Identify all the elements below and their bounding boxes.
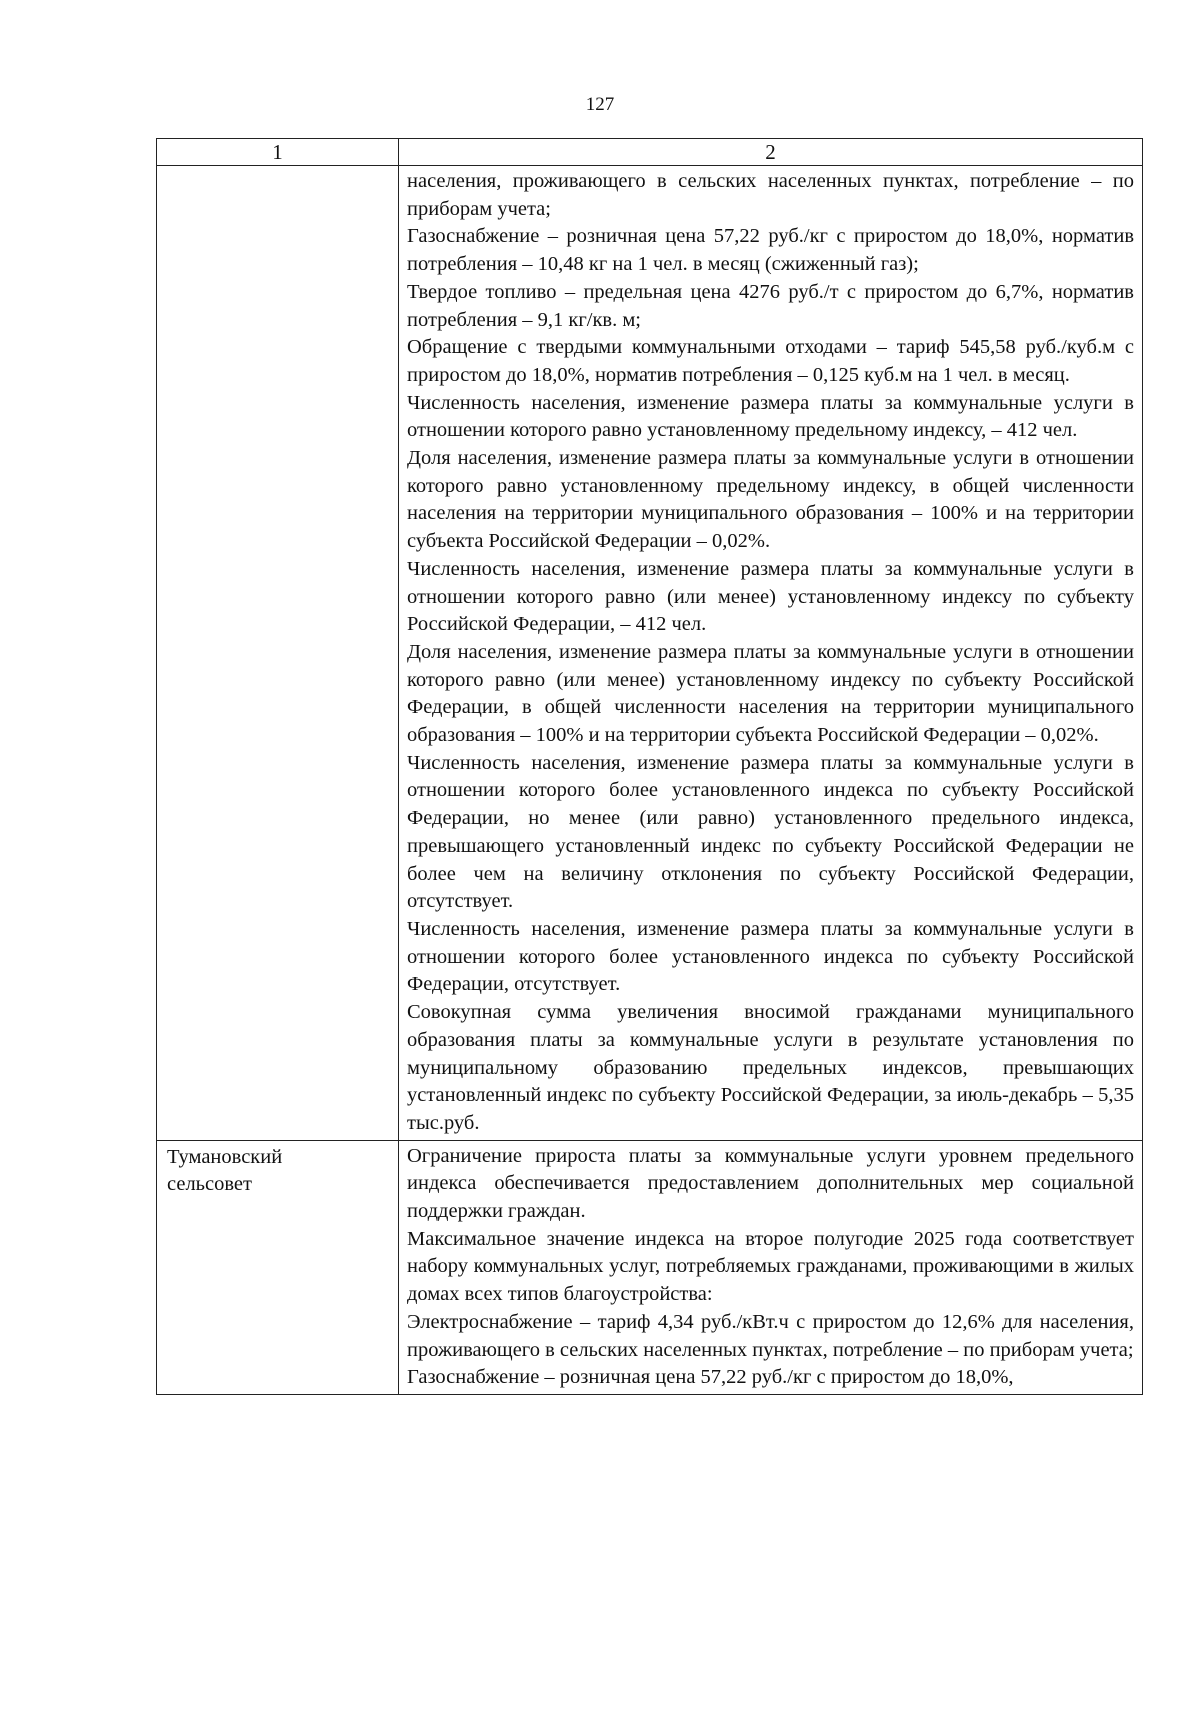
paragraph: Численность населения, изменение размера платы за коммунальные услуги в отношении которого равно (или менее) установленному индексу по субъекту Российской Федерации, – 412 чел. [407,557,1134,636]
paragraph: Электроснабжение – тариф 4,34 руб./кВт.ч с приростом до 12,6% для населения, проживающего в сельских населенных пунктах, потребление – по приборам учета; [407,1310,1134,1361]
description-cell [399,1140,1143,1394]
paragraph: Численность населения, изменение размера платы за коммунальные услуги в отношении которого равно установленному предельному индексу, – 412 чел. [407,391,1134,442]
paragraph: Численность населения, изменение размера платы за коммунальные услуги в отношении которого более установленного индекса по субъекту Российской Федерации, отсутствует. [407,917,1134,996]
table-row [157,1140,1143,1394]
paragraph: Численность населения, изменение размера платы за коммунальные услуги в отношении которого более установленного индекса по субъекту Российской Федерации, но менее (или равно) установленного предельного индекса, превышающего установленный индекс по субъекту Российской Федерации не более чем на величину отклонения по субъекту Российской Федерации, отсутствует. [407,751,1134,913]
paragraph: Газоснабжение – розничная цена 57,22 руб./кг с приростом до 18,0%, [407,1366,1014,1389]
column-header-2: 2 [399,139,1143,166]
paragraph: Ограничение прироста платы за коммунальные услуги уровнем предельного индекса обеспечивается предоставлением дополнительных мер социальной поддержки граждан. [407,1144,1134,1223]
paragraph: Доля населения, изменение размера платы за коммунальные услуги в отношении которого равно (или менее) установленному индексу по субъекту Российской Федерации, в общей численности населения на территории муниципального образования – 100% и на территории субъекта Российской Федерации – 0,02%. [407,640,1134,747]
paragraph: Обращение с твердыми коммунальными отходами – тариф 545,58 руб./куб.м с приростом до 18,0%, норматив потребления – 0,125 куб.м на 1 чел. в месяц. [407,336,1134,386]
municipality-cell [157,166,399,1141]
paragraph: населения, проживающего в сельских населенных пунктах, потребление – по приборам учета; [407,170,1134,220]
paragraph: Газоснабжение – розничная цена 57,22 руб./кг с приростом до 18,0%, норматив потребления – 10,48 кг на 1 чел. в месяц (сжиженный газ); [407,225,1134,276]
column-header-1: 1 [157,139,399,166]
paragraph: Доля населения, изменение размера платы за коммунальные услуги в отношении которого равно установленному предельному индексу, в общей численности населения на территории муниципального образования – 100% и на территории субъекта Российской Федерации – 0,02%. [407,447,1134,553]
paragraph: Максимальное значение индекса на второе полугодие 2025 года соответствует набору коммунальных услуг, потребляемых гражданами, проживающими в жилых домах всех типов благоустройства: [407,1227,1134,1306]
paragraph: Совокупная сумма увеличения вносимой гражданами муниципального образования платы за коммунальные услуги в результате установления по муниципальному образованию предельных индексов, превышающих установленный индекс по субъекту Российской Федерации, за июль-декабрь – 5,35 тыс.руб. [407,1001,1134,1134]
paragraph: Твердое топливо – предельная цена 4276 руб./т с приростом до 6,7%, норматив потребления – 9,1 кг/кв. м; [407,280,1134,331]
description-cell [399,166,1143,1141]
document-table [156,138,1143,1395]
municipality-name: Тумановский сельсовет [167,1145,283,1196]
table-header-row [157,139,1143,166]
municipality-cell [157,1140,399,1394]
table-row [157,166,1143,1141]
page-number: 127 [585,94,615,115]
